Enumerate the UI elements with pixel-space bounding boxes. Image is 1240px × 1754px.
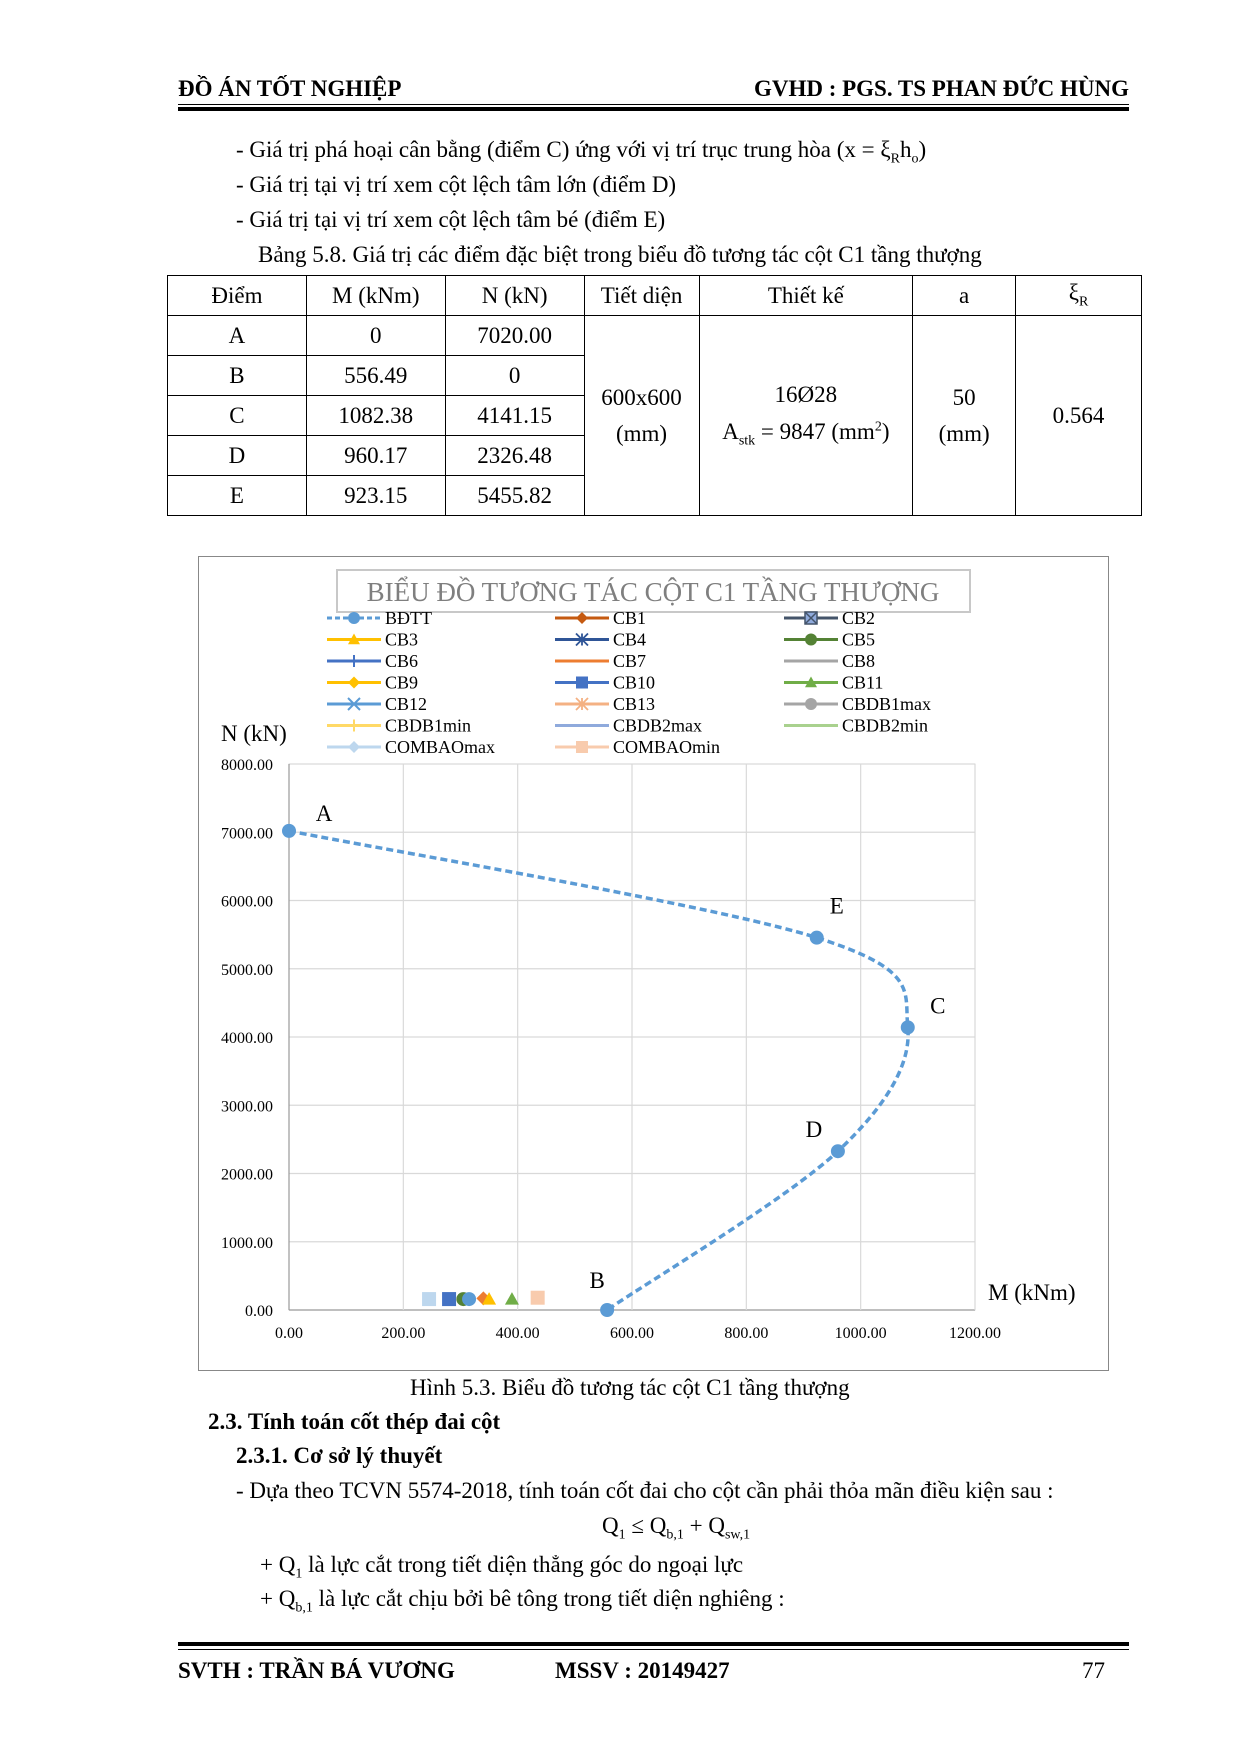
- section-size: 600x600: [601, 384, 682, 410]
- x-tick-label: 800.00: [724, 1325, 769, 1342]
- cell-xi: 0.564: [1016, 316, 1142, 516]
- cell-n: 5455.82: [445, 476, 584, 516]
- th-xi-sub: R: [1079, 294, 1089, 310]
- x-tick-label: 200.00: [381, 1325, 426, 1342]
- body-text: - Dựa theo TCVN 5574-2018, tính toán cốt đai cho cột cần phải thỏa mãn điều kiện sau :: [236, 1478, 1054, 1503]
- legend-entry: [784, 630, 875, 650]
- legend-label: CB2: [842, 608, 876, 628]
- cell-m: 1082.38: [306, 396, 445, 436]
- subsection-heading: 2.3.1. Cơ sở lý thuyết: [236, 1443, 443, 1468]
- y-tick-label: 3000.00: [221, 1098, 273, 1116]
- y-tick-label: 2000.00: [221, 1166, 273, 1184]
- legend-marker: [348, 655, 360, 667]
- header-left: ĐỒ ÁN TỐT NGHIỆP: [178, 76, 402, 101]
- th-section: Tiết diện: [584, 276, 699, 316]
- y-tick-label: 1000.00: [221, 1234, 273, 1252]
- legend-label: CB7: [613, 651, 647, 671]
- bullet-c: [236, 137, 926, 168]
- legend-entry: [784, 694, 931, 714]
- bullet-c-text: - Giá trị phá hoại cân bằng (điểm C) ứng với vị trí trục trung hòa (x = ξ: [236, 137, 891, 162]
- x-tick-label: 1200.00: [949, 1325, 1001, 1342]
- legend-entry: [784, 651, 875, 671]
- legend-marker: [805, 634, 817, 646]
- bullet-c-sub2: o: [911, 151, 919, 167]
- item-q1: [260, 1552, 743, 1583]
- th-force: N (kN): [445, 276, 584, 316]
- legend-label: CB9: [385, 672, 419, 693]
- design-a-sub: stk: [738, 433, 756, 449]
- load-point: [531, 1291, 545, 1305]
- x-tick-label: 400.00: [495, 1325, 540, 1342]
- cell-m: 0: [306, 316, 445, 356]
- cell-n: 7020.00: [445, 316, 584, 356]
- cell-a: [913, 316, 1016, 516]
- cell-point: A: [168, 316, 307, 356]
- legend-entry: [784, 673, 883, 693]
- legend-label: CB13: [613, 694, 656, 714]
- legend-label: CB1: [613, 608, 647, 628]
- legend-label: CBDB2min: [842, 715, 929, 736]
- cell-n: 4141.15: [445, 396, 584, 436]
- curve-point-label: A: [315, 800, 333, 826]
- design-a: A: [722, 419, 739, 445]
- th-point: Điểm: [168, 276, 307, 316]
- bullet-e: - Giá trị tại vị trí xem cột lệch tâm bé (điểm E): [236, 207, 666, 232]
- legend-marker: [805, 698, 817, 710]
- legend-entry: [555, 630, 646, 650]
- table-row: [168, 316, 1142, 356]
- legend-marker: [576, 741, 588, 753]
- bullet-c-sub: R: [890, 151, 900, 167]
- footer-id: MSSV : 20149427: [555, 1658, 730, 1683]
- figure-caption: Hình 5.3. Biểu đồ tương tác cột C1 tầng thượng: [410, 1375, 850, 1400]
- legend-label: CB10: [613, 672, 656, 693]
- th-design: Thiết kế: [699, 276, 913, 316]
- chart-title: BIỂU ĐỒ TƯƠNG TÁC CỘT C1 TẦNG THƯỢNG: [366, 577, 940, 607]
- footer-student: SVTH : TRẦN BÁ VƯƠNG: [178, 1658, 455, 1683]
- legend-entry: [327, 716, 471, 736]
- points-table: [167, 275, 1142, 516]
- legend-marker: [348, 677, 360, 689]
- a-unit: (mm): [938, 420, 990, 446]
- cell-point: C: [168, 396, 307, 436]
- header-right: GVHD : PGS. TS PHAN ĐỨC HÙNG: [753, 76, 1129, 101]
- item-qb1-pre: + Q: [260, 1586, 296, 1611]
- curve-point: [810, 931, 824, 945]
- item-qb1: [260, 1586, 785, 1617]
- footer-page: 77: [1082, 1658, 1105, 1683]
- legend-label: CB12: [385, 694, 428, 714]
- formula-q1: Q: [602, 1513, 619, 1538]
- curve-point-label: C: [930, 993, 946, 1019]
- legend-marker: [576, 612, 588, 624]
- chart-frame: [198, 556, 1109, 1371]
- legend-marker: [348, 741, 360, 753]
- interaction-chart: [199, 557, 1107, 1369]
- bullet-d: - Giá trị tại vị trí xem cột lệch tâm lớn (điểm D): [236, 172, 677, 197]
- load-point: [462, 1292, 476, 1306]
- legend-label: CB11: [842, 672, 884, 693]
- legend-label: CB3: [385, 629, 419, 650]
- load-point: [442, 1292, 456, 1306]
- item-q1-pre: + Q: [260, 1552, 296, 1577]
- legend-entry: [327, 673, 418, 693]
- chart-grid: [289, 764, 975, 1310]
- legend-label: CBDB1max: [842, 694, 932, 714]
- design-sup: 2: [874, 419, 882, 435]
- curve-point-label: D: [805, 1117, 823, 1143]
- cell-point: D: [168, 436, 307, 476]
- cell-section: [584, 316, 699, 516]
- design-value: = 9847 (mm: [755, 419, 875, 445]
- cell-n: 2326.48: [445, 436, 584, 476]
- legend-label: CBDB1min: [385, 715, 472, 736]
- legend-label: CB8: [842, 651, 876, 671]
- y-axis-label: N (kN): [221, 721, 287, 746]
- curve-point: [600, 1303, 614, 1317]
- cell-n: 0: [445, 356, 584, 396]
- cell-m: 960.17: [306, 436, 445, 476]
- legend-entry: [555, 651, 646, 671]
- legend-marker: [348, 720, 360, 732]
- y-tick-label: 5000.00: [221, 961, 273, 979]
- cell-point: B: [168, 356, 307, 396]
- legend-entry: [784, 716, 928, 736]
- legend-entry: [555, 694, 655, 714]
- cell-point: E: [168, 476, 307, 516]
- cell-design: [699, 316, 913, 516]
- x-tick-label: 0.00: [275, 1325, 303, 1342]
- formula-s2: b,1: [666, 1527, 684, 1543]
- legend-label: COMBAOmax: [385, 737, 496, 757]
- a-value: 50: [952, 384, 976, 410]
- th-xi-symbol: ξ: [1068, 280, 1079, 306]
- chart-legend: [327, 608, 931, 757]
- item-qb1-post: là lực cắt chịu bởi bê tông trong tiết diện nghiêng :: [312, 1586, 785, 1611]
- cell-m: 556.49: [306, 356, 445, 396]
- curve-point: [282, 824, 296, 838]
- table-header-row: [168, 276, 1142, 316]
- legend-entry: [327, 630, 418, 650]
- legend-entry: [327, 651, 418, 671]
- table-caption: Bảng 5.8. Giá trị các điểm đặc biệt trong biểu đồ tương tác cột C1 tầng thượng: [258, 242, 982, 267]
- footer-rule-thin: [178, 1649, 1129, 1650]
- y-tick-label: 7000.00: [221, 825, 273, 843]
- design-close: ): [881, 419, 890, 445]
- section-heading: 2.3. Tính toán cốt thép đai cột: [208, 1409, 501, 1434]
- design-bars: 16Ø28: [774, 381, 838, 407]
- formula-plus: + Q: [683, 1513, 725, 1538]
- th-xi: [1016, 276, 1142, 316]
- item-q1-sub: 1: [295, 1566, 303, 1582]
- curve-point-label: E: [829, 893, 844, 919]
- legend-label: CBDB2max: [613, 715, 703, 736]
- header-rule-thin: [178, 104, 1129, 105]
- formula: [602, 1513, 750, 1544]
- legend-entry: [555, 673, 655, 693]
- bullet-c-end: ): [918, 137, 927, 162]
- load-point: [422, 1292, 436, 1306]
- th-moment: M (kNm): [306, 276, 445, 316]
- legend-label: CB4: [613, 629, 647, 650]
- legend-entry: [555, 737, 720, 757]
- footer-rule-thick: [178, 1642, 1129, 1646]
- y-tick-label: 8000.00: [221, 757, 273, 774]
- legend-label: BĐTT: [385, 608, 432, 628]
- cell-m: 923.15: [306, 476, 445, 516]
- x-tick-label: 1000.00: [834, 1325, 887, 1342]
- section-unit: (mm): [615, 420, 668, 446]
- y-tick-label: 4000.00: [221, 1030, 273, 1047]
- x-tick-label: 600.00: [610, 1325, 654, 1342]
- legend-entry: [327, 694, 427, 714]
- y-tick-label: 0.00: [245, 1303, 273, 1320]
- legend-marker: [576, 677, 588, 689]
- curve-point-label: B: [589, 1268, 605, 1293]
- curve-point: [901, 1020, 915, 1034]
- formula-s1: 1: [618, 1527, 626, 1543]
- legend-label: CB6: [385, 651, 419, 671]
- item-q1-post: là lực cắt trong tiết diện thẳng góc do ngoại lực: [302, 1552, 744, 1577]
- legend-label: CB5: [842, 629, 876, 650]
- legend-marker: [348, 612, 360, 624]
- bullet-c-tail: h: [899, 137, 912, 162]
- y-tick-label: 6000.00: [221, 893, 273, 911]
- header-rule-thick: [178, 107, 1129, 111]
- item-qb1-sub: b,1: [295, 1600, 313, 1616]
- legend-entry: [555, 716, 702, 736]
- x-axis-label: M (kNm): [988, 1280, 1076, 1305]
- formula-le: ≤ Q: [625, 1513, 667, 1538]
- th-a: a: [913, 276, 1016, 316]
- formula-s3: sw,1: [724, 1527, 751, 1543]
- curve-point: [831, 1144, 845, 1158]
- legend-label: COMBAOmin: [613, 737, 721, 757]
- design-area: [700, 418, 913, 450]
- legend-entry: [327, 737, 495, 757]
